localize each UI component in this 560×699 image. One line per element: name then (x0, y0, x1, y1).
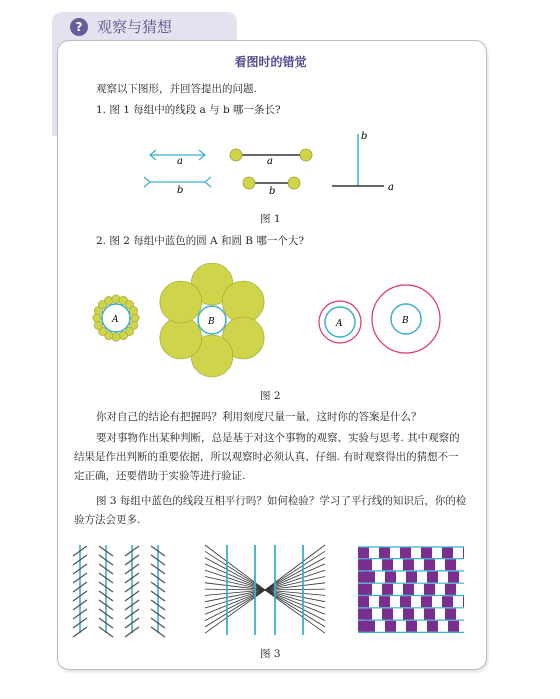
intro-text: 观察以下图形，并回答提出的问题. (96, 83, 257, 95)
cafe-wall-tile (379, 547, 390, 558)
cafe-wall-tile (424, 609, 435, 620)
section-title: 看图时的错觉 (234, 55, 307, 69)
small-yellow-circle (129, 307, 137, 315)
figure-2 (80, 262, 450, 382)
question-2: 2. 图 2 每组中蓝色的圆 A 和圆 B 哪一个大? (96, 235, 304, 247)
fig2-label-B1: B (208, 317, 215, 327)
fig1-label-b3: b (361, 131, 368, 142)
cafe-wall-tile (421, 596, 432, 607)
ray-line (265, 570, 325, 590)
cafe-wall-tile (358, 596, 369, 607)
fig1-label-a1: a (177, 156, 183, 167)
cafe-wall-tile (406, 572, 417, 583)
cafe-wall-tile (463, 596, 464, 607)
cafe-wall-tile (448, 621, 459, 632)
paragraph-1: 你对自己的结论有把握吗？利用刻度尺量一量，这时你的答案是什么？ (96, 411, 422, 423)
cafe-wall-tile (445, 584, 456, 595)
figure-3-cafe-wall (358, 547, 464, 633)
figure-2-caption: 图 2 (260, 390, 281, 402)
cafe-wall-tile (400, 596, 411, 607)
cafe-wall-tile (424, 559, 435, 570)
fig1-label-b2: b (269, 186, 276, 197)
cafe-wall-tile (358, 547, 369, 558)
fig1-label-a3: a (388, 182, 394, 193)
fig2-label-B2: B (402, 316, 409, 326)
figure-1 (140, 130, 410, 200)
ray-line (205, 590, 265, 633)
fig1-label-a2: a (267, 156, 273, 167)
cafe-wall-tile (364, 572, 375, 583)
ray-line (265, 558, 325, 590)
cafe-wall-tile (382, 609, 393, 620)
question-icon: ? (70, 18, 88, 36)
fig2-label-A1: A (112, 315, 119, 325)
ray-line (265, 590, 325, 614)
small-yellow-circle (112, 333, 120, 341)
small-yellow-circle (131, 314, 139, 322)
cafe-wall-tile (448, 572, 459, 583)
small-yellow-circle (105, 296, 113, 304)
ray-line (205, 590, 265, 614)
cafe-wall-tile (382, 559, 393, 570)
small-yellow-circle (112, 295, 120, 303)
fig1-label-b1: b (177, 185, 184, 196)
header-title: 观察与猜想 (97, 18, 173, 36)
cafe-wall-tile (403, 584, 414, 595)
cafe-wall-tile (445, 609, 456, 620)
cafe-wall-tile (400, 547, 411, 558)
small-yellow-circle (94, 321, 102, 329)
cafe-wall-tile (361, 584, 372, 595)
cafe-wall-tile (382, 584, 393, 595)
big-yellow-circle (160, 281, 202, 323)
fig2-label-A2: A (336, 319, 343, 329)
cafe-wall-tile (427, 572, 438, 583)
paragraph-2: 要对事物作出某种判断，总是基于对这个事物的观察、实验与思考. 其中观察的结果是作出判断的重要依据，所以观察时必须认真、仔细. 有时观察得出的猜想不一定正确，还要借助于实验等进行验证. (74, 432, 460, 482)
figure-3-zigzag (72, 545, 182, 635)
ray-line (205, 558, 265, 590)
cafe-wall-tile (406, 621, 417, 632)
figure-3-caption: 图 3 (260, 648, 281, 660)
cafe-wall-tile (364, 621, 375, 632)
cafe-wall-tile (385, 572, 396, 583)
cafe-wall-tile (442, 547, 453, 558)
cafe-wall-tile (424, 584, 435, 595)
cafe-wall-tile (403, 559, 414, 570)
paragraph-3: 图 3 每组中蓝色的线段互相平行吗？如何检验？学习了平行线的知识后，你的检验方法会更多. (74, 495, 467, 526)
cafe-wall-tile (379, 596, 390, 607)
cafe-wall-tile (421, 547, 432, 558)
cafe-wall-tile (403, 609, 414, 620)
cafe-wall-tile (427, 621, 438, 632)
question-1: 1. 图 1 每组中的线段 a 与 b 哪一条长? (96, 104, 281, 116)
cafe-wall-tile (361, 609, 372, 620)
figure-3-rays (205, 545, 325, 635)
cafe-wall-tile (361, 559, 372, 570)
ray-line (265, 590, 325, 633)
figure-1-caption: 图 1 (260, 213, 281, 225)
cafe-wall-tile (463, 547, 464, 558)
small-yellow-circle (119, 331, 127, 339)
cafe-wall-tile (445, 559, 456, 570)
ray-line (205, 570, 265, 590)
cafe-wall-tile (385, 621, 396, 632)
cafe-wall-tile (442, 596, 453, 607)
small-yellow-circle (93, 314, 101, 322)
